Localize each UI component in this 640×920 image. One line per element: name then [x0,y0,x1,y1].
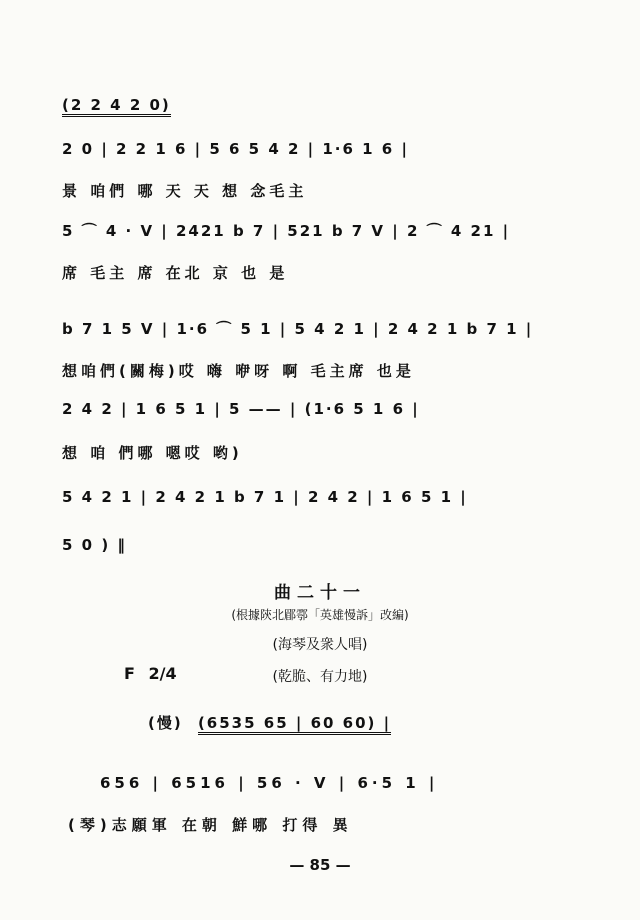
source-note: (根據陝北郿鄠「英雄慢訴」改編) [231,608,409,622]
system-1-lyrics: 景 咱們 哪 天 天 想 念毛主 [62,182,308,200]
expression-note: (乾脆、有力地) [272,669,368,685]
system-1-notes: 2 0 | 2 2 1 6 | 5 6 5 4 2 | 1·6 1 6 | [62,140,409,158]
melody-lyrics: (琴)志願軍 在朝 鮮哪 打得 異 [68,816,353,834]
key-label: F [124,664,135,683]
page-number: — 85 — [289,856,351,874]
system-6-notes: 5 0 ) ‖ [62,536,127,554]
system-3-lyrics: 想咱們(關梅)哎 嗨 咿呀 啊 毛主席 也是 [62,362,415,380]
system-5-notes: 5 4 2 1 | 2 4 2 1 b 7 1 | 2 4 2 | 1 6 5 1 | [62,488,468,506]
meter-label: 2/4 [148,664,177,683]
system-2-notes: 5 ⌒ 4 · V | 2421 b 7 | 521 b 7 V | 2 ⌒ 4 21 | [62,222,511,240]
melody-notes: 656 | 6516 | 56 · V | 6·5 1 | [100,774,439,792]
system-4-lyrics: 想 咱 們哪 嗯哎 哟) [62,444,243,462]
system-3-notes: b 7 1 5 V | 1·6 ⌒ 5 1 | 5 4 2 1 | 2 4 2 1 b 7 1 | [62,320,534,338]
intro-notes: (6535 65 | 60 60) | [198,714,391,735]
intro-line [148,712,391,733]
system-4-notes: 2 4 2 | 1 6 5 1 | 5 —— | (1·6 5 1 6 | [62,400,420,418]
system-2-lyrics: 席 毛主 席 在北 京 也 是 [62,264,289,282]
tempo-marking: (慢) [148,714,183,732]
song-title: 曲二十一 [274,583,366,603]
intro-phrase: (2 2 4 2 0) [62,96,590,114]
performer-note: (海琴及衆人唱) [272,637,368,653]
